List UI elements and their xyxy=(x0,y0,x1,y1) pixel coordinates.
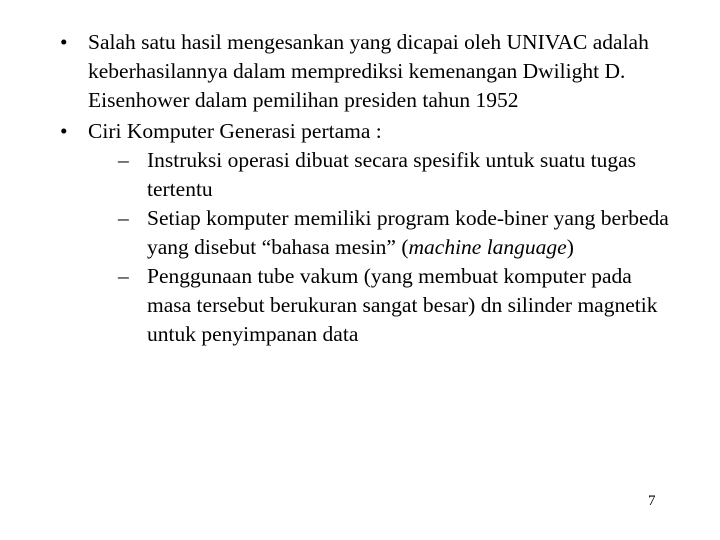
bullet-marker: • xyxy=(60,119,68,143)
sub-item-bahasa-mesin xyxy=(88,204,680,262)
sub-marker: – xyxy=(118,148,129,172)
bullet-item-univac xyxy=(60,28,680,115)
sub-item-text-end: ) xyxy=(566,235,574,259)
sub-item-text: Instruksi operasi dibuat secara spesifik untuk suatu tugas tertentu xyxy=(147,148,637,201)
sub-marker: – xyxy=(118,206,129,230)
bullet-text: Ciri Komputer Generasi pertama : xyxy=(88,119,382,143)
sub-marker: – xyxy=(118,264,129,288)
bullet-item-ciri-komputer xyxy=(60,117,680,349)
sub-item-text: Penggunaan tube vakum (yang membuat komputer pada masa tersebut berukuran sangat besar) dn silinder magnetik untuk penyimpanan data xyxy=(147,264,658,346)
sub-list xyxy=(88,146,680,349)
bullet-text: Salah satu hasil mengesankan yang dicapai oleh UNIVAC adalah keberhasilannya dalam memprediksi kemenangan Dwilight D. Eisenhower dalam pemilihan presiden tahun 1952 xyxy=(88,30,649,112)
sub-item-italic-term: machine language xyxy=(408,235,567,259)
sub-item-text: Setiap komputer memiliki program kode-biner yang berbeda yang disebut “bahasa mesin” ( xyxy=(147,206,669,259)
page-number: 7 xyxy=(648,493,656,509)
bullet-marker: • xyxy=(60,30,68,54)
sub-item-instruksi xyxy=(88,146,680,204)
bullet-list xyxy=(60,28,680,351)
sub-item-tube-vakum xyxy=(88,262,680,349)
